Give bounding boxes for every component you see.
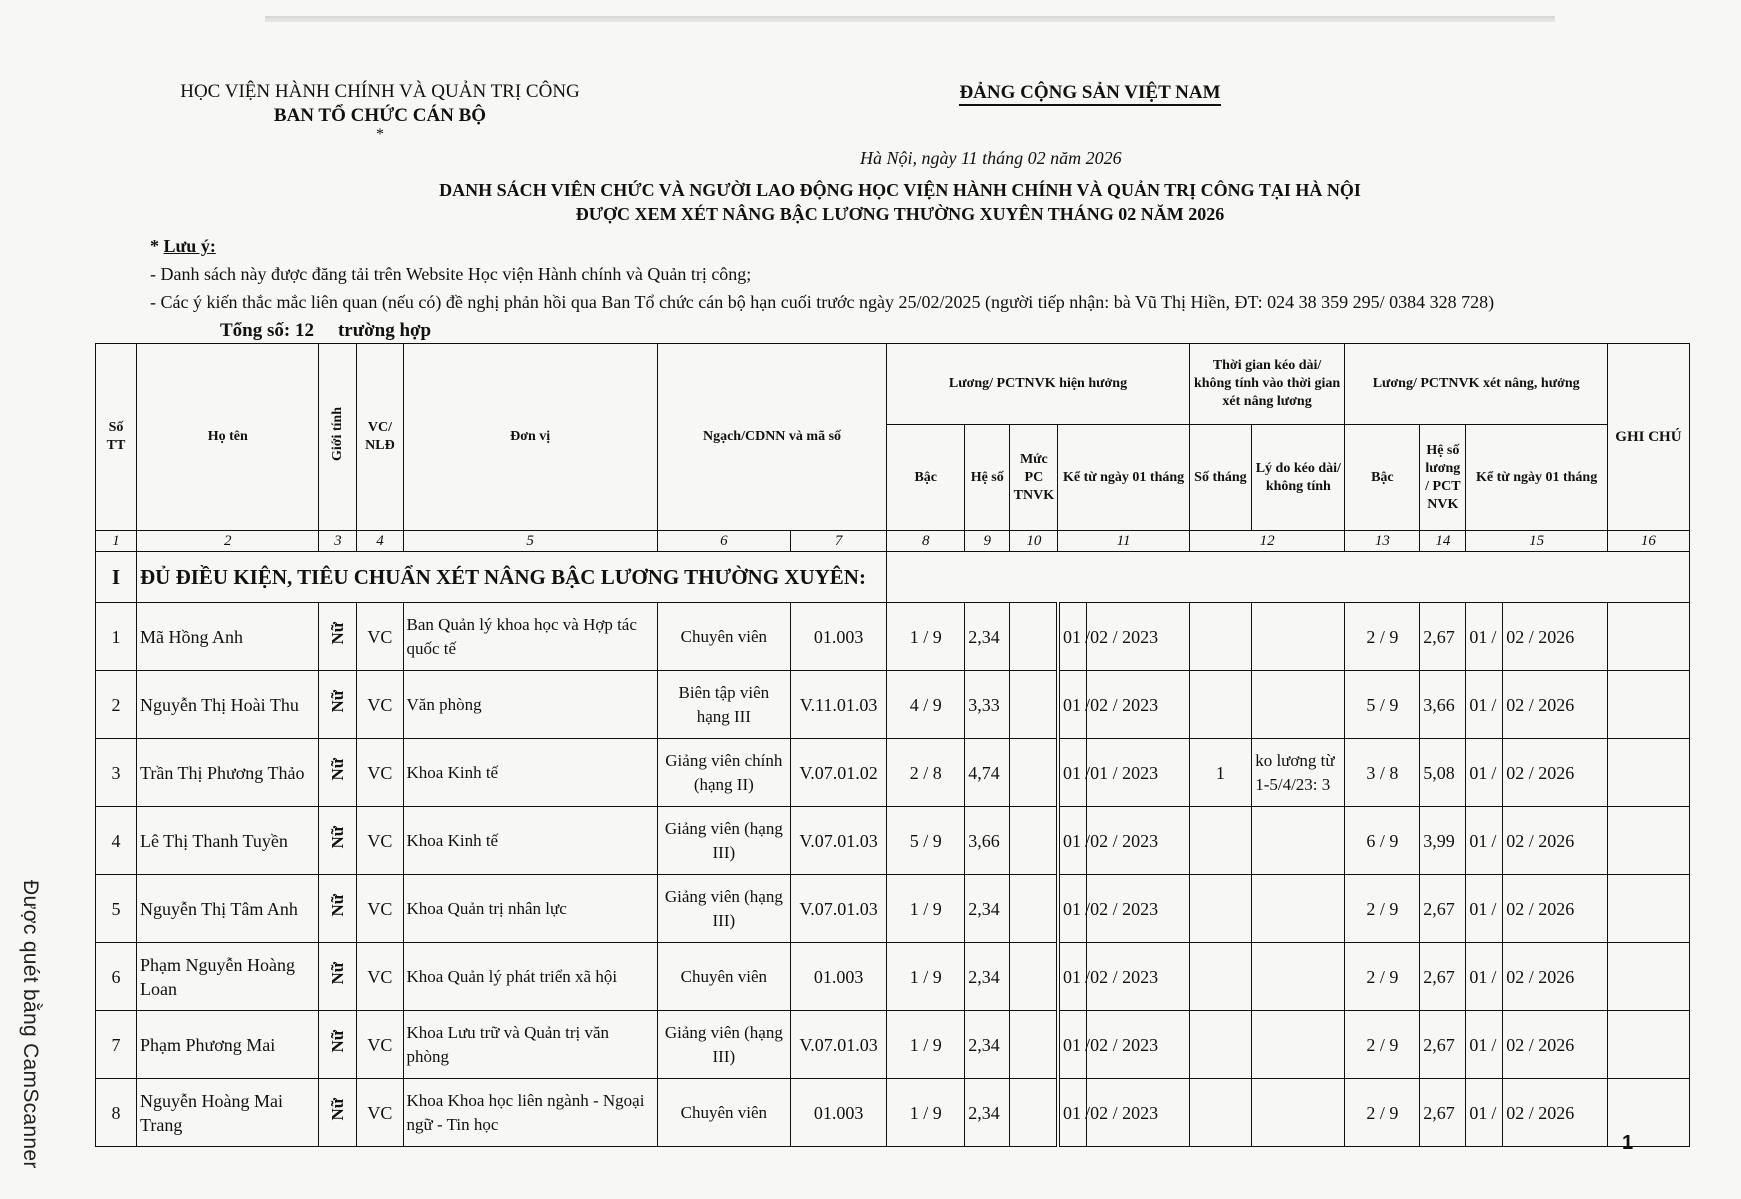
row-type: VC (357, 807, 403, 875)
scanner-watermark: Được quét bằng CamScanner (19, 880, 42, 1169)
row-unit: Khoa Quản lý phát triển xã hội (403, 943, 657, 1011)
row-note (1607, 739, 1689, 807)
row-rank: Giảng viên (hạng III) (657, 807, 790, 875)
row-note (1607, 671, 1689, 739)
notes-label-text: Lưu ý: (163, 236, 216, 256)
row-stt: 1 (96, 603, 137, 671)
row-bac: 1 / 9 (887, 943, 965, 1011)
row-type: VC (357, 943, 403, 1011)
notes-label: * Lưu ý: (150, 236, 216, 256)
row-day: 01 / (1058, 807, 1087, 875)
row-type: VC (357, 603, 403, 671)
row-new-heso: 2,67 (1420, 875, 1466, 943)
row-unit: Khoa Quản trị nhân lực (403, 875, 657, 943)
row-new-heso: 2,67 (1420, 943, 1466, 1011)
title-line-2: ĐƯỢC XEM XÉT NÂNG BẬC LƯƠNG THƯỜNG XUYÊN THÁNG 02 NĂM 2026 (575, 204, 1225, 224)
table-row (96, 671, 1690, 739)
row-note (1607, 807, 1689, 875)
row-stt: 6 (96, 943, 137, 1011)
header-extend-months: Số tháng (1189, 425, 1252, 531)
row-type: VC (357, 1011, 403, 1079)
section-title: ĐỦ ĐIỀU KIỆN, TIÊU CHUẨN XÉT NÂNG BẬC LƯƠNG THƯỜNG XUYÊN: (137, 552, 887, 603)
row-heso: 4,74 (965, 739, 1010, 807)
date-slash: / (1084, 626, 1090, 647)
row-from: 02 / 2023 (1087, 1079, 1190, 1147)
row-from: 01 / 2023 (1087, 739, 1190, 807)
col-num: 10 (1010, 531, 1058, 552)
row-new-from: 02 / 2026 (1503, 807, 1608, 875)
row-note (1607, 875, 1689, 943)
header-name: Họ tên (137, 344, 319, 531)
row-rank: Giảng viên (hạng III) (657, 1011, 790, 1079)
row-unit: Ban Quản lý khoa học và Hợp tác quốc tế (403, 603, 657, 671)
row-new-bac: 5 / 9 (1345, 671, 1420, 739)
total-unit: trường hợp (337, 320, 432, 341)
row-day: 01 / (1058, 875, 1087, 943)
row-name: Phạm Phương Mai (137, 1011, 319, 1079)
row-rank: Giảng viên (hạng III) (657, 875, 790, 943)
col-num: 12 (1189, 531, 1345, 552)
header-unit: Đơn vị (403, 344, 657, 531)
row-heso: 2,34 (965, 875, 1010, 943)
row-stt: 7 (96, 1011, 137, 1079)
total-label: Tổng số: 12 (220, 320, 314, 341)
row-day: 01 / (1058, 671, 1087, 739)
date-slash: / (1491, 830, 1497, 851)
header-current-group: Lương/ PCTNVK hiện hưởng (887, 344, 1189, 425)
col-num: 3 (319, 531, 357, 552)
row-months (1189, 1011, 1252, 1079)
notes-section (150, 232, 1494, 316)
row-new-day: 01 / (1466, 943, 1503, 1011)
row-reason (1252, 943, 1345, 1011)
header-new-from: Kể từ ngày 01 tháng (1466, 425, 1607, 531)
date-slash: / (1084, 1034, 1090, 1055)
row-name: Trần Thị Phương Thảo (137, 739, 319, 807)
row-heso: 3,33 (965, 671, 1010, 739)
row-new-day: 01 / (1466, 739, 1503, 807)
row-new-from: 02 / 2026 (1503, 603, 1608, 671)
row-code: 01.003 (790, 1079, 886, 1147)
row-unit: Khoa Kinh tế (403, 739, 657, 807)
date-slash: / (1491, 762, 1497, 783)
row-type: VC (357, 671, 403, 739)
date-slash: / (1491, 898, 1497, 919)
row-new-bac: 2 / 9 (1345, 875, 1420, 943)
row-day: 01 / (1058, 1011, 1087, 1079)
row-gender: Nữ (319, 943, 357, 1011)
date-slash: / (1491, 626, 1497, 647)
date-slash: / (1491, 694, 1497, 715)
row-from: 02 / 2023 (1087, 1011, 1190, 1079)
issuing-organization (150, 80, 610, 142)
col-num: 16 (1607, 531, 1689, 552)
row-heso: 2,34 (965, 1079, 1010, 1147)
row-bac: 1 / 9 (887, 1079, 965, 1147)
row-heso: 2,34 (965, 603, 1010, 671)
row-new-bac: 2 / 9 (1345, 1011, 1420, 1079)
date-slash: / (1084, 1102, 1090, 1123)
row-muc (1010, 875, 1058, 943)
scan-artifact-line (265, 16, 1555, 22)
col-num: 15 (1466, 531, 1607, 552)
row-note (1607, 943, 1689, 1011)
row-stt: 8 (96, 1079, 137, 1147)
row-note (1607, 603, 1689, 671)
row-unit: Văn phòng (403, 671, 657, 739)
row-new-heso: 3,99 (1420, 807, 1466, 875)
row-name: Nguyễn Thị Tâm Anh (137, 875, 319, 943)
row-new-from: 02 / 2026 (1503, 875, 1608, 943)
org-star: * (376, 126, 384, 143)
row-new-heso: 5,08 (1420, 739, 1466, 807)
document-date: Hà Nội, ngày 11 tháng 02 năm 2026 (860, 148, 1122, 168)
org-name: HỌC VIỆN HÀNH CHÍNH VÀ QUẢN TRỊ CÔNG (180, 81, 580, 102)
date-slash: / (1084, 694, 1090, 715)
col-num: 6 (657, 531, 790, 552)
col-num: 1 (96, 531, 137, 552)
row-reason (1252, 875, 1345, 943)
row-from: 02 / 2023 (1087, 807, 1190, 875)
row-reason (1252, 807, 1345, 875)
row-code: V.07.01.02 (790, 739, 886, 807)
row-heso: 3,66 (965, 807, 1010, 875)
row-reason (1252, 1079, 1345, 1147)
salary-table (95, 343, 1690, 1147)
header-type: VC/ NLĐ (357, 344, 403, 531)
row-gender: Nữ (319, 1011, 357, 1079)
row-unit: Khoa Lưu trữ và Quản trị văn phòng (403, 1011, 657, 1079)
row-bac: 1 / 9 (887, 875, 965, 943)
row-muc (1010, 1079, 1058, 1147)
row-note (1607, 1011, 1689, 1079)
row-name: Mã Hồng Anh (137, 603, 319, 671)
row-reason (1252, 671, 1345, 739)
row-muc (1010, 1011, 1058, 1079)
row-bac: 1 / 9 (887, 1011, 965, 1079)
row-months (1189, 1079, 1252, 1147)
section-row (96, 552, 1690, 603)
date-slash: / (1084, 966, 1090, 987)
table-row (96, 1079, 1690, 1147)
section-roman: I (96, 552, 137, 603)
row-day: 01 / (1058, 739, 1087, 807)
party-name: ĐẢNG CỘNG SẢN VIỆT NAM (959, 82, 1220, 106)
row-months (1189, 875, 1252, 943)
row-new-heso: 3,66 (1420, 671, 1466, 739)
row-months (1189, 671, 1252, 739)
header-current-from: Kể từ ngày 01 tháng (1058, 425, 1189, 531)
row-type: VC (357, 739, 403, 807)
row-name: Phạm Nguyễn Hoàng Loan (137, 943, 319, 1011)
date-slash: / (1491, 966, 1497, 987)
row-reason (1252, 603, 1345, 671)
header-current-bac: Bậc (887, 425, 965, 531)
row-gender: Nữ (319, 1079, 357, 1147)
row-new-bac: 3 / 8 (1345, 739, 1420, 807)
row-heso: 2,34 (965, 1011, 1010, 1079)
col-num: 14 (1420, 531, 1466, 552)
header-gender: Giới tính (319, 344, 357, 531)
row-new-from: 02 / 2026 (1503, 1079, 1608, 1147)
row-code: 01.003 (790, 943, 886, 1011)
page-number: 1 (1622, 1132, 1634, 1154)
table-row (96, 943, 1690, 1011)
date-slash: / (1084, 898, 1090, 919)
header-rank: Ngạch/CDNN và mã số (657, 344, 887, 531)
row-day: 01 / (1058, 603, 1087, 671)
row-months: 1 (1189, 739, 1252, 807)
row-new-heso: 2,67 (1420, 1011, 1466, 1079)
row-new-from: 02 / 2026 (1503, 671, 1608, 739)
row-name: Nguyễn Hoàng Mai Trang (137, 1079, 319, 1147)
row-new-from: 02 / 2026 (1503, 739, 1608, 807)
row-stt: 2 (96, 671, 137, 739)
table-row (96, 739, 1690, 807)
row-muc (1010, 943, 1058, 1011)
row-type: VC (357, 875, 403, 943)
col-num: 9 (965, 531, 1010, 552)
col-num: 5 (403, 531, 657, 552)
header-new-group: Lương/ PCTNVK xét nâng, hưởng (1345, 344, 1607, 425)
row-stt: 4 (96, 807, 137, 875)
row-new-from: 02 / 2026 (1503, 943, 1608, 1011)
date-slash: / (1084, 762, 1090, 783)
col-num: 13 (1345, 531, 1420, 552)
row-stt: 3 (96, 739, 137, 807)
row-new-bac: 2 / 9 (1345, 1079, 1420, 1147)
row-type: VC (357, 1079, 403, 1147)
row-from: 02 / 2023 (1087, 603, 1190, 671)
table-row (96, 1011, 1690, 1079)
row-muc (1010, 671, 1058, 739)
row-name: Nguyễn Thị Hoài Thu (137, 671, 319, 739)
date-slash: / (1491, 1102, 1497, 1123)
row-day: 01 / (1058, 943, 1087, 1011)
row-from: 02 / 2023 (1087, 875, 1190, 943)
header-new-bac: Bậc (1345, 425, 1420, 531)
row-bac: 1 / 9 (887, 603, 965, 671)
note-item: - Danh sách này được đăng tải trên Website Học viện Hành chính và Quản trị công; (150, 264, 752, 284)
row-from: 02 / 2023 (1087, 671, 1190, 739)
row-reason (1252, 1011, 1345, 1079)
date-slash: / (1491, 1034, 1497, 1055)
row-unit: Khoa Kinh tế (403, 807, 657, 875)
row-new-day: 01 / (1466, 671, 1503, 739)
row-gender: Nữ (319, 807, 357, 875)
table-row (96, 603, 1690, 671)
row-gender: Nữ (319, 875, 357, 943)
row-rank: Chuyên viên (657, 943, 790, 1011)
org-department: BAN TỔ CHỨC CÁN BỘ (273, 105, 487, 126)
row-muc (1010, 603, 1058, 671)
row-code: 01.003 (790, 603, 886, 671)
row-stt: 5 (96, 875, 137, 943)
row-name: Lê Thị Thanh Tuyền (137, 807, 319, 875)
row-months (1189, 807, 1252, 875)
header-note: GHI CHÚ (1607, 344, 1689, 531)
header-current-heso: Hệ số (965, 425, 1010, 531)
row-new-day: 01 / (1466, 1079, 1503, 1147)
row-new-bac: 6 / 9 (1345, 807, 1420, 875)
row-gender: Nữ (319, 739, 357, 807)
row-rank: Giảng viên chính (hạng II) (657, 739, 790, 807)
row-reason: ko lương từ 1-5/4/23: 3 (1252, 739, 1345, 807)
document-title (260, 178, 1540, 226)
row-new-day: 01 / (1466, 1011, 1503, 1079)
col-num: 7 (790, 531, 886, 552)
row-note (1607, 1079, 1689, 1147)
header-extend-group: Thời gian kéo dài/ không tính vào thời gian xét nâng lương (1189, 344, 1345, 425)
row-new-day: 01 / (1466, 807, 1503, 875)
party-header (890, 82, 1290, 104)
row-day: 01 / (1058, 1079, 1087, 1147)
date-slash: / (1084, 830, 1090, 851)
row-rank: Chuyên viên (657, 603, 790, 671)
row-code: V.07.01.03 (790, 807, 886, 875)
row-from: 02 / 2023 (1087, 943, 1190, 1011)
row-muc (1010, 807, 1058, 875)
row-rank: Biên tập viên hạng III (657, 671, 790, 739)
row-new-day: 01 / (1466, 875, 1503, 943)
col-num: 2 (137, 531, 319, 552)
row-new-heso: 2,67 (1420, 1079, 1466, 1147)
row-bac: 5 / 9 (887, 807, 965, 875)
row-months (1189, 603, 1252, 671)
row-bac: 2 / 8 (887, 739, 965, 807)
header-current-muc: Mức PC TNVK (1010, 425, 1058, 531)
col-num: 4 (357, 531, 403, 552)
header-new-heso: Hệ số lương / PCT NVK (1420, 425, 1466, 531)
row-new-heso: 2,67 (1420, 603, 1466, 671)
table-row (96, 875, 1690, 943)
row-rank: Chuyên viên (657, 1079, 790, 1147)
row-heso: 2,34 (965, 943, 1010, 1011)
row-gender: Nữ (319, 671, 357, 739)
note-item: - Các ý kiến thắc mắc liên quan (nếu có) đề nghị phản hồi qua Ban Tổ chức cán bộ hạn cuối trước ngày 25/02/2025 (người tiếp nhận: bà Vũ Thị Hiền, ĐT: 024 38 359 295/ 0384 328 728) (150, 292, 1495, 312)
header-extend-reason: Lý do kéo dài/ không tính (1252, 425, 1345, 531)
row-code: V.07.01.03 (790, 1011, 886, 1079)
row-code: V.07.01.03 (790, 875, 886, 943)
row-muc (1010, 739, 1058, 807)
row-gender: Nữ (319, 603, 357, 671)
table-row (96, 807, 1690, 875)
row-new-from: 02 / 2026 (1503, 1011, 1608, 1079)
row-new-bac: 2 / 9 (1345, 603, 1420, 671)
col-num: 8 (887, 531, 965, 552)
row-bac: 4 / 9 (887, 671, 965, 739)
column-number-row (96, 531, 1690, 552)
row-new-bac: 2 / 9 (1345, 943, 1420, 1011)
row-code: V.11.01.03 (790, 671, 886, 739)
total-count (220, 320, 431, 342)
row-new-day: 01 / (1466, 603, 1503, 671)
row-unit: Khoa Khoa học liên ngành - Ngoại ngữ - Tin học (403, 1079, 657, 1147)
title-line-1: DANH SÁCH VIÊN CHỨC VÀ NGƯỜI LAO ĐỘNG HỌC VIỆN HÀNH CHÍNH VÀ QUẢN TRỊ CÔNG TẠI HÀ NỘI (439, 180, 1361, 200)
col-num: 11 (1058, 531, 1189, 552)
header-stt: Số TT (96, 344, 137, 531)
row-months (1189, 943, 1252, 1011)
